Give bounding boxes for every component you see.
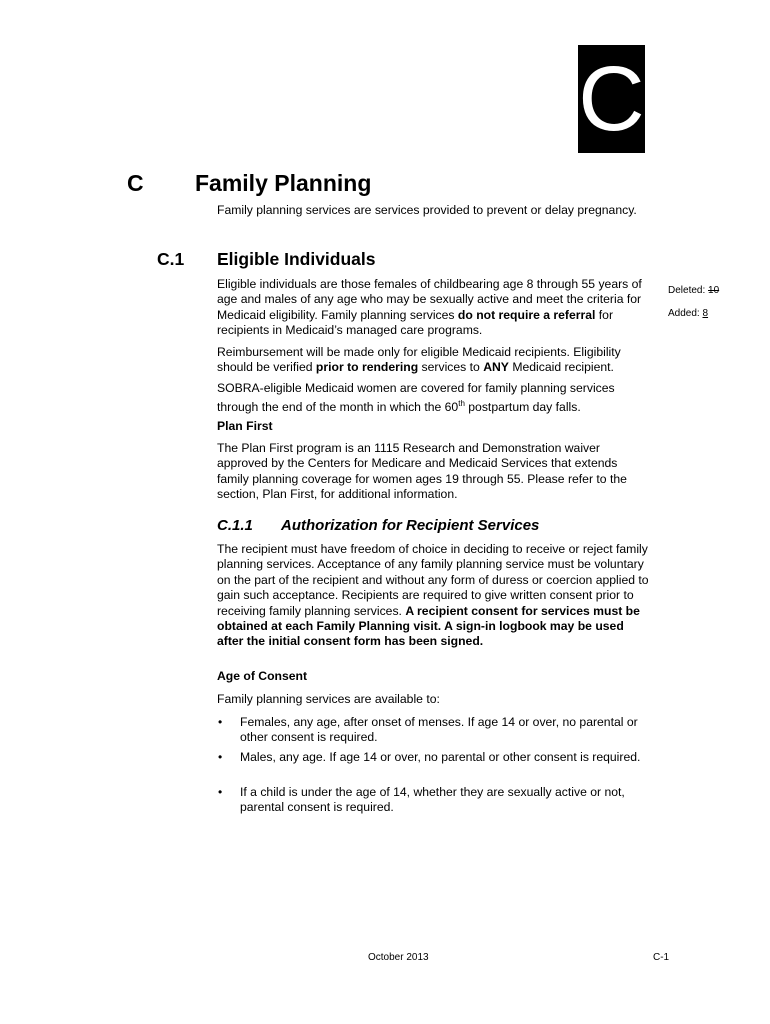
chapter-tab: C — [578, 45, 645, 153]
footer-date: October 2013 — [368, 952, 429, 963]
chapter-title: Family Planning — [195, 170, 372, 196]
plan-first-heading: Plan First — [217, 419, 273, 433]
eligible-paragraph: Eligible individuals are those females of childbearing age 8 through 55 years of age and males of any age who may be sexually active and meet the criteria for Medicaid eligibility. Family planning services do not require a referral for recipients in Medicaid’s managed care programs. — [217, 277, 642, 338]
plan-first-paragraph: The Plan First program is an 1115 Research and Demonstration waiver approved by the Centers for Medicare and Medicaid Services that extends family planning coverage for women ages 19 through 55. Please refer to the section, Plan First, for additional information. — [217, 441, 627, 502]
list-item: If a child is under the age of 14, whether they are sexually active or not, parental consent is required. — [240, 785, 625, 815]
list-item: Females, any age, after onset of menses. If age 14 or over, no parental or other consent is required. — [240, 715, 638, 745]
section-c11-number: C.1.1 — [217, 517, 253, 534]
bullet-glyph: • — [218, 715, 223, 729]
footer-page-number: C-1 — [653, 952, 670, 963]
age-of-consent-heading: Age of Consent — [217, 669, 308, 683]
section-c11-title: Authorization for Recipient Services — [281, 517, 540, 534]
section-c1-title: Eligible Individuals — [217, 249, 376, 269]
sobra-paragraph: SOBRA-eligible Medicaid women are covered for family planning services through the end of the month in which the 60th postpartum day falls. — [217, 381, 615, 415]
revision-added: Added: 8 — [668, 308, 709, 319]
reimbursement-paragraph: Reimbursement will be made only for eligible Medicaid recipients. Eligibility should be verified prior to rendering services to ANY Medicaid recipient. — [217, 345, 621, 375]
section-c1-number: C.1 — [157, 249, 185, 269]
bullet-glyph: • — [218, 785, 223, 799]
bullet-glyph: • — [218, 750, 223, 764]
revision-deleted: Deleted: 10 — [668, 285, 720, 296]
age-intro: Family planning services are available to: — [217, 692, 440, 706]
consent-paragraph: The recipient must have freedom of choice in deciding to receive or reject family planning services. Acceptance of any family planning service must be voluntary on the part of the recipient and without any form of duress or coercion applied to gain such acceptance. Recipients are required to give written consent prior to receiving family planning services. A recipient consent for services must be obtained at each Family Planning visit. A sign-in logbook may be used after the initial consent form has been signed. — [217, 542, 649, 649]
list-item: Males, any age. If age 14 or over, no parental or other consent is required. — [240, 750, 641, 764]
chapter-letter: C — [127, 170, 144, 196]
intro-paragraph: Family planning services are services provided to prevent or delay pregnancy. — [217, 203, 637, 217]
